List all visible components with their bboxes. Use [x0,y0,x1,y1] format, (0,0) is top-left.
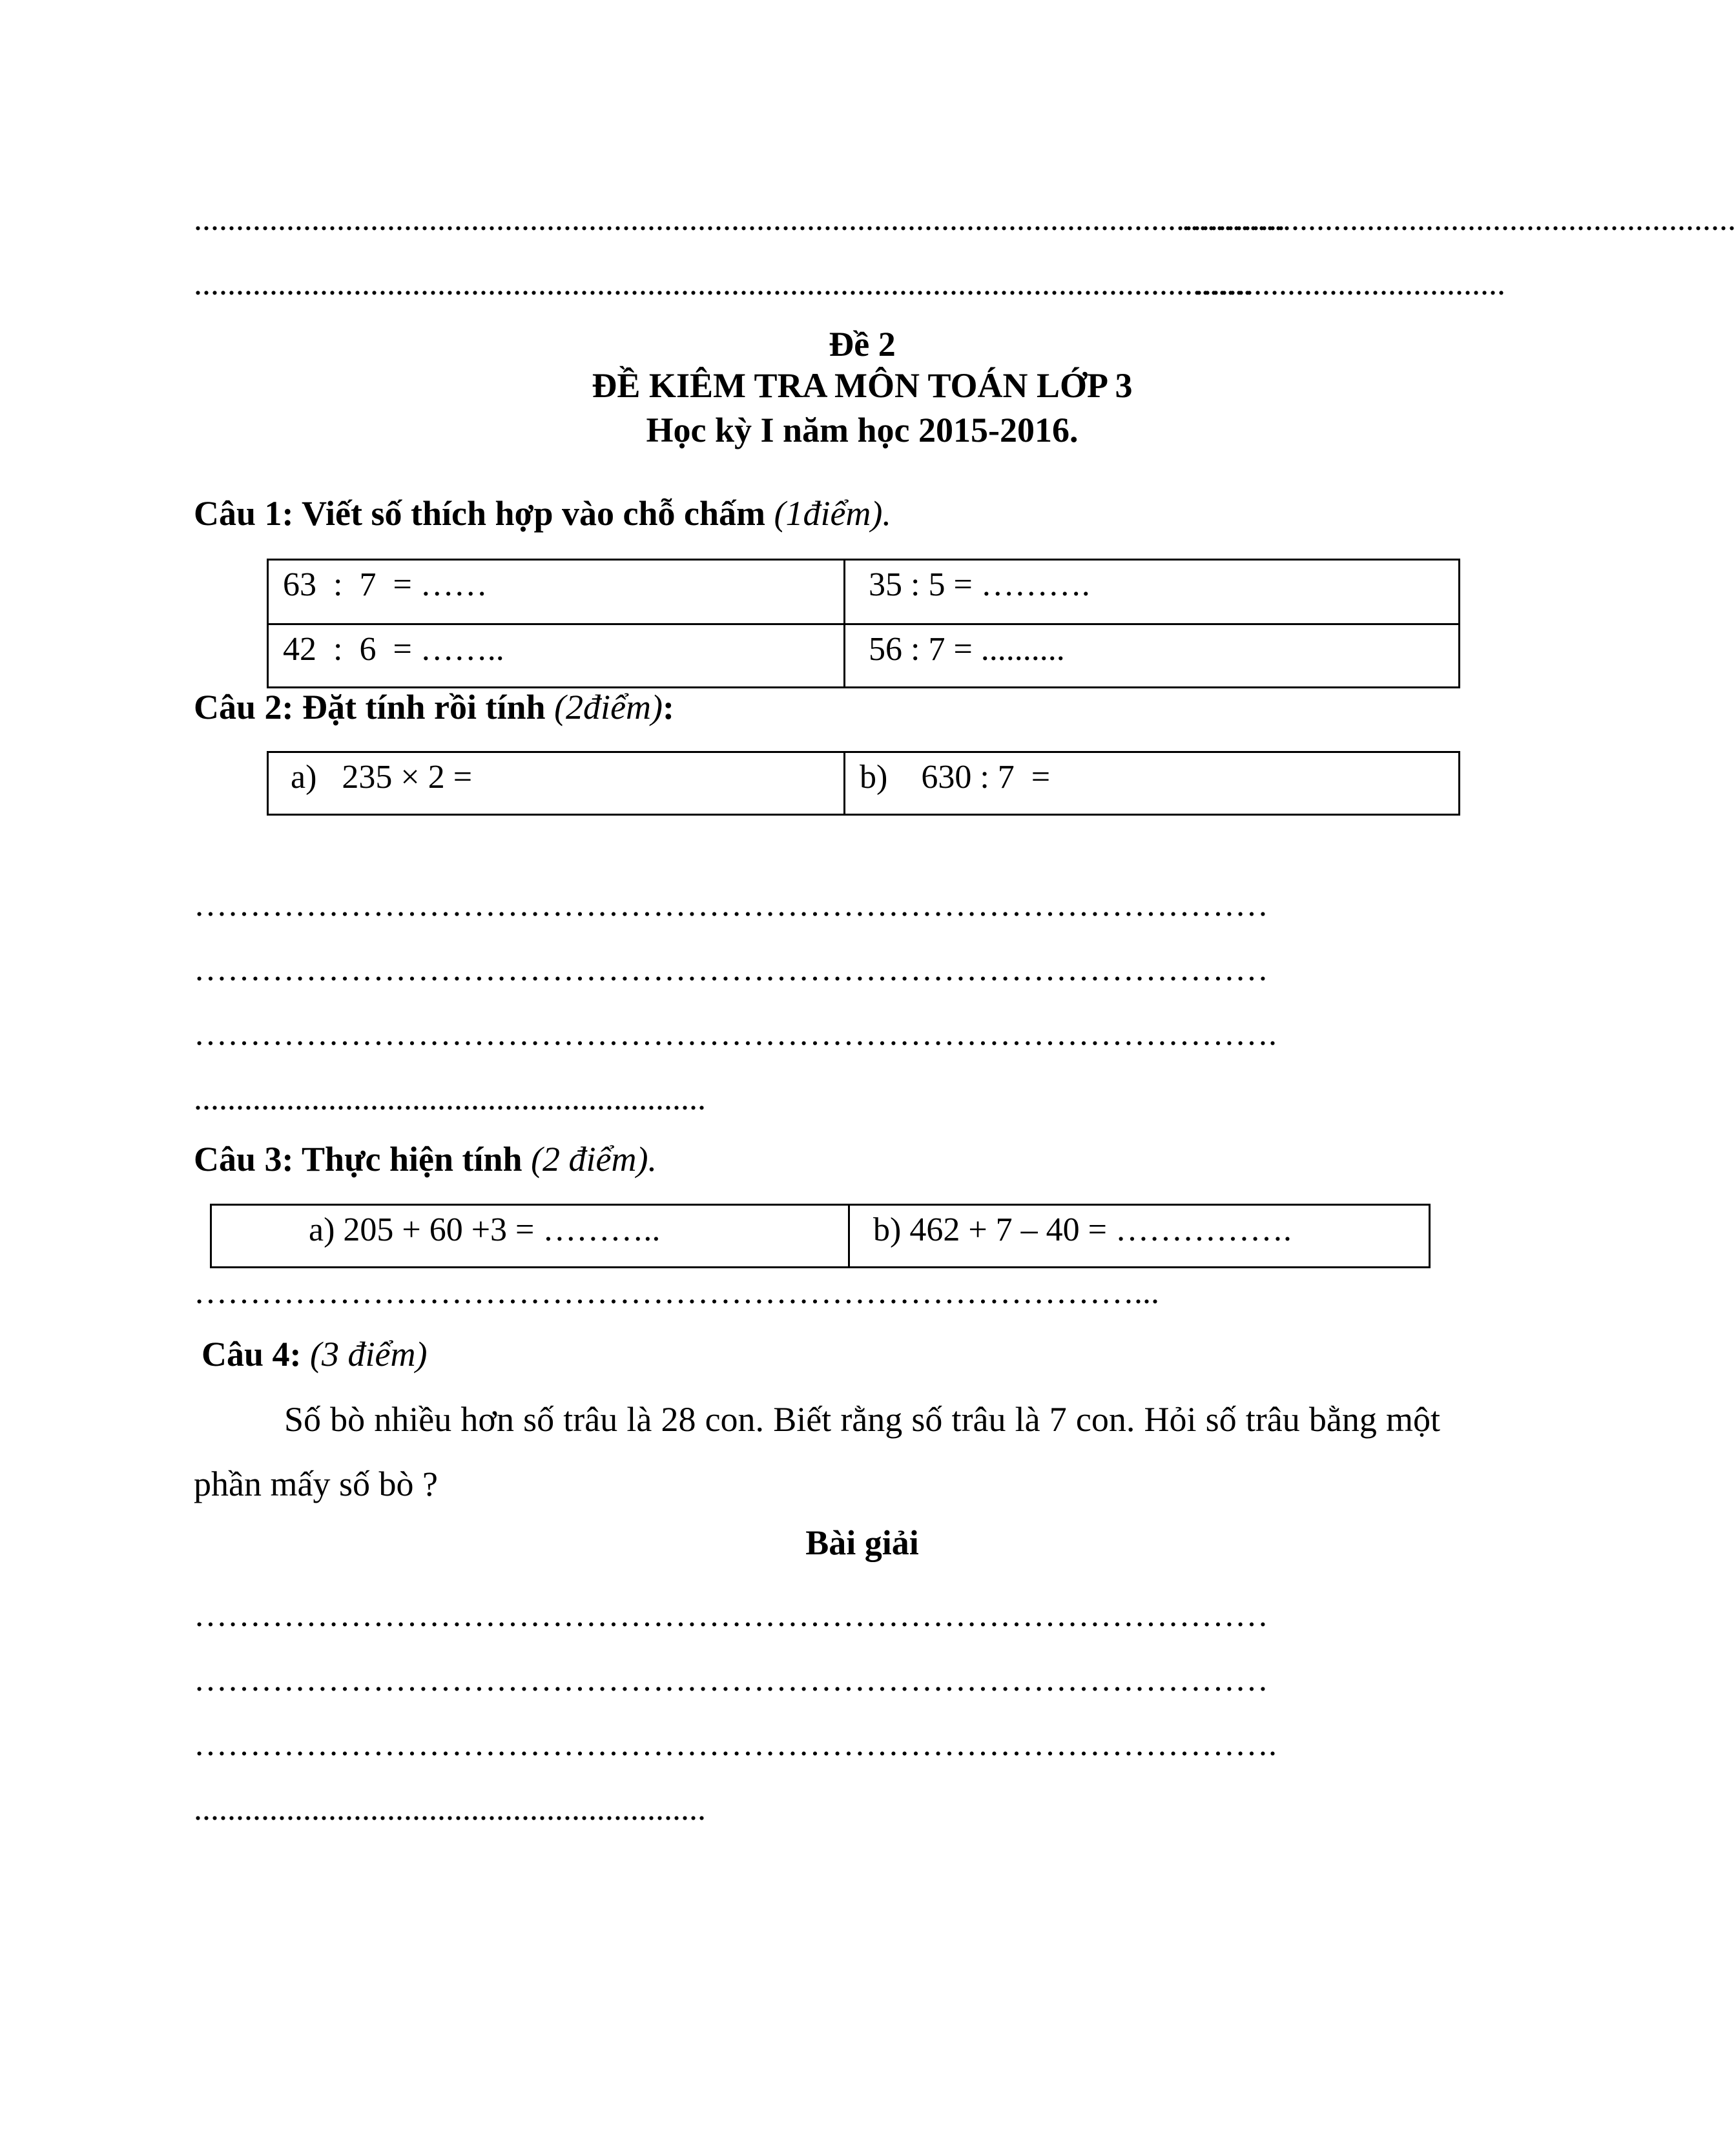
q2-points: (2điểm) [554,688,663,726]
q3-points: (2 điểm). [531,1140,657,1179]
q3-cell-text: b) 462 + 7 – 40 = ……………. [873,1211,1292,1248]
q3-label: Câu 3: [194,1140,294,1179]
q1-cell [268,560,845,624]
q2-answer-line: ……………………………………………………………………………………. [194,1016,1277,1053]
q3-text: Thực hiện tính [293,1140,532,1179]
q1-cell-text: 56 : 7 = .......... [869,631,1065,668]
q2-cell [268,752,845,815]
header-dots-2a: .............................................................................................................................. [194,265,1252,302]
q4-answer-line: ……………………………………………………………………………………. [194,1726,1277,1763]
q1-points: (1điểm). [774,494,891,533]
q2-heading [194,686,674,728]
q3-answer-line: …………………………………………………………………………... [194,1274,1159,1311]
q2-row [268,752,1460,815]
q1-row [268,624,1460,688]
q2-answer-line: …………………………………………………………………………………… [194,951,1268,988]
q1-label: Câu 1: [194,494,294,533]
q3-cell-text: a) 205 + 60 +3 = ……….. [309,1211,661,1248]
q1-cell [845,560,1460,624]
q3-heading [194,1138,657,1180]
header-dots-1a: .................................................................................................................................. [194,201,1285,238]
q1-cell-text: 42 : 6 = …….. [283,631,504,668]
q4-label: Câu 4: [202,1335,302,1374]
q1-heading [194,492,891,535]
q1-table [267,559,1460,688]
exam-number: Đề 2 [829,325,896,364]
q3-cell [211,1205,849,1268]
solution-title: Bài giải [805,1523,919,1562]
q1-cell [268,624,845,688]
q2-colon: : [663,688,674,726]
q2-cell [845,752,1460,815]
q2-cell-text: a) 235 × 2 = [291,759,473,796]
q2-label: Câu 2: [194,688,294,726]
exam-title: ĐỀ KIÊM TRA MÔN TOÁN LỚP 3 [592,366,1133,405]
q1-cell-text: 35 : 5 = ………. [869,566,1090,603]
q2-table [267,751,1460,816]
q1-text: Viết số thích hợp vào chỗ chấm [293,494,774,533]
q3-table [210,1204,1431,1268]
q2-answer-line: …………………………………………………………………………………… [194,887,1268,923]
q1-cell-text: 63 : 7 = …… [283,566,488,603]
header-dots-1b: .................................................................. [1182,201,1736,238]
q2-cell-text: b) 630 : 7 = [860,759,1051,796]
q2-answer-line: ............................................................. [194,1080,706,1117]
header-dots-2b: ..................................... [1195,265,1505,302]
q1-cell [845,624,1460,688]
q4-heading [202,1333,427,1375]
q3-cell [849,1205,1430,1268]
q1-row [268,560,1460,624]
q4-problem: Số bò nhiều hơn số trâu là 28 con. Biết rằng số trâu là 7 con. Hỏi số trâu bằng một phần mấy số bò ? [194,1400,1440,1503]
q3-row [211,1205,1430,1268]
q4-answer-line: …………………………………………………………………………………… [194,1597,1268,1634]
q2-text: Đặt tính rồi tính [293,688,555,726]
q4-answer-line: ............................................................. [194,1791,706,1827]
exam-semester: Học kỳ I năm học 2015-2016. [646,411,1079,449]
q4-answer-line: …………………………………………………………………………………… [194,1662,1268,1698]
q4-points: (3 điểm) [301,1335,428,1374]
